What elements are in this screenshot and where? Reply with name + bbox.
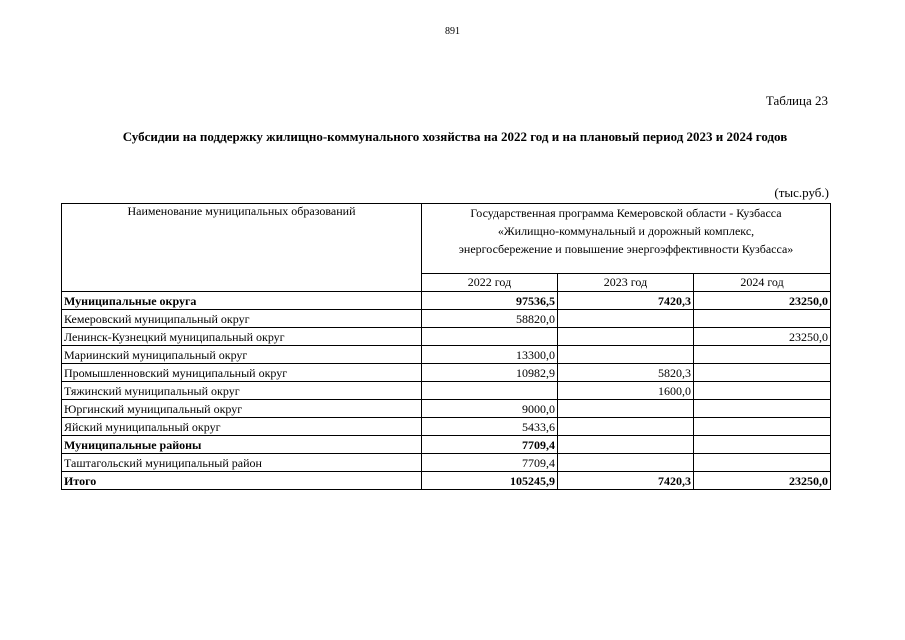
document-title: Субсидии на поддержку жилищно-коммунального хозяйства на 2022 год и на плановый период 2023 и 2024 годов: [122, 129, 788, 144]
row-value-2022: 58820,0: [422, 310, 558, 328]
table-body: [62, 292, 831, 490]
table-row: [62, 292, 831, 310]
table-row: [62, 454, 831, 472]
subsidy-table: [61, 203, 831, 490]
row-value-2024: [694, 436, 831, 454]
row-value-2022: 13300,0: [422, 346, 558, 364]
row-value-2022: 5433,6: [422, 418, 558, 436]
table-row: [62, 382, 831, 400]
row-name-cell: Промышленновский муниципальный округ: [62, 364, 422, 382]
header-name-column: Наименование муниципальных образований: [62, 204, 422, 292]
table-row: [62, 400, 831, 418]
row-name-cell: Ленинск-Кузнецкий муниципальный округ: [62, 328, 422, 346]
table-row: [62, 310, 831, 328]
row-value-2022: 97536,5: [422, 292, 558, 310]
row-value-2022: 105245,9: [422, 472, 558, 490]
header-year-2023: 2023 год: [558, 274, 694, 292]
table-row: [62, 328, 831, 346]
row-name-cell: Итого: [62, 472, 422, 490]
row-value-2024: [694, 310, 831, 328]
table-row: [62, 346, 831, 364]
table-row: [62, 418, 831, 436]
header-program-line: энергосбережение и повышение энергоэффективности Кузбасса»: [458, 242, 794, 256]
units-label: (тыс.руб.): [774, 185, 829, 200]
table-row: [62, 364, 831, 382]
row-value-2024: 23250,0: [694, 328, 831, 346]
row-value-2023: 5820,3: [558, 364, 694, 382]
row-name-cell: Яйский муниципальный округ: [62, 418, 422, 436]
row-value-2023: 7420,3: [558, 472, 694, 490]
header-program-line: Государственная программа Кемеровской области - Кузбасса: [470, 206, 782, 220]
table-row: [62, 472, 831, 490]
row-name-cell: Муниципальные округа: [62, 292, 422, 310]
row-value-2023: 7420,3: [558, 292, 694, 310]
row-value-2022: 7709,4: [422, 454, 558, 472]
row-value-2024: [694, 382, 831, 400]
table-row: [62, 436, 831, 454]
row-value-2024: [694, 364, 831, 382]
row-name-cell: Кемеровский муниципальный округ: [62, 310, 422, 328]
row-value-2022: 7709,4: [422, 436, 558, 454]
page-number: 891: [445, 26, 460, 37]
row-value-2023: [558, 454, 694, 472]
row-value-2024: 23250,0: [694, 292, 831, 310]
row-value-2024: [694, 418, 831, 436]
row-value-2023: 1600,0: [558, 382, 694, 400]
row-value-2024: [694, 346, 831, 364]
row-name-cell: Тяжинский муниципальный округ: [62, 382, 422, 400]
row-value-2022: [422, 382, 558, 400]
row-value-2023: [558, 310, 694, 328]
row-value-2022: [422, 328, 558, 346]
row-value-2022: 10982,9: [422, 364, 558, 382]
row-value-2023: [558, 436, 694, 454]
header-year-2024: 2024 год: [694, 274, 831, 292]
row-name-cell: Таштагольский муниципальный район: [62, 454, 422, 472]
row-name-cell: Мариинский муниципальный округ: [62, 346, 422, 364]
row-value-2022: 9000,0: [422, 400, 558, 418]
header-program-line: «Жилищно-коммунальный и дорожный комплекс,: [497, 224, 755, 238]
row-name-cell: Муниципальные районы: [62, 436, 422, 454]
table-label: Таблица 23: [765, 93, 828, 108]
row-value-2024: [694, 400, 831, 418]
row-value-2023: [558, 328, 694, 346]
row-value-2023: [558, 400, 694, 418]
header-year-2022: 2022 год: [422, 274, 558, 292]
row-value-2024: [694, 454, 831, 472]
row-name-cell: Юргинский муниципальный округ: [62, 400, 422, 418]
row-value-2023: [558, 346, 694, 364]
row-value-2023: [558, 418, 694, 436]
header-program: [422, 204, 831, 274]
row-value-2024: 23250,0: [694, 472, 831, 490]
